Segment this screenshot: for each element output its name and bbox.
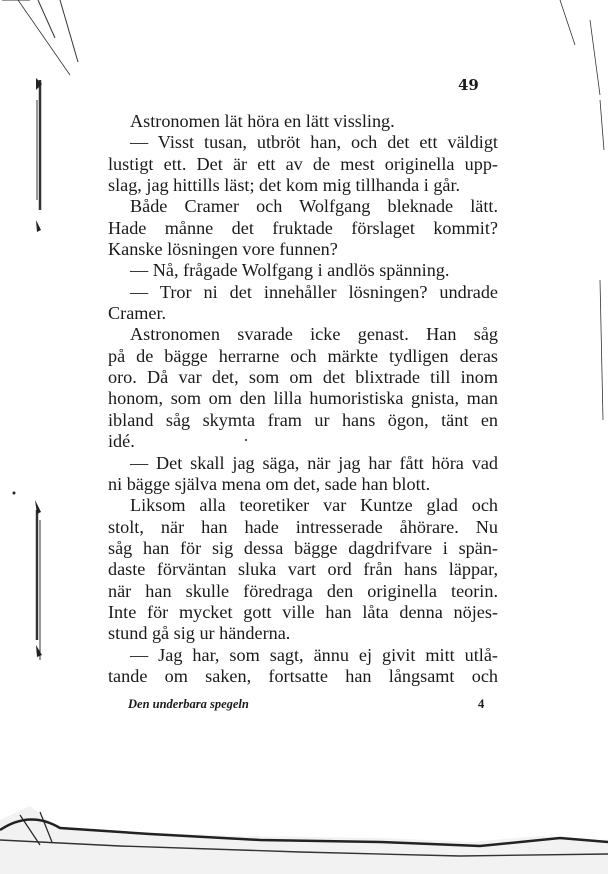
text-line: stund gå sig ur händerna.: [108, 623, 291, 644]
text-line: Kanske lösningen vore funnen?: [108, 239, 338, 260]
text-line: — Nå, frågade Wolfgang i andlös spänning.: [130, 260, 450, 281]
page-number: 49: [458, 76, 479, 94]
text-line: Astronomen svarade icke genast. Han såg: [130, 324, 498, 345]
text-line: idé.: [108, 431, 135, 452]
text-line: tande om saken, fortsatte han långsamt och: [108, 665, 498, 686]
text-line: Astronomen lät höra en lätt vissling.: [130, 111, 395, 131]
text-line: Både Cramer och Wolfgang bleknade lätt.: [130, 196, 498, 217]
text-line: oro. Då var det, som om det blixtrade till inom: [108, 367, 498, 388]
text-line: ni bägge själva mena om det, sade han blott.: [108, 473, 431, 494]
text-line: när han skulle föredraga den originella teorin.: [108, 580, 498, 601]
text-line: daste förväntan sluka vart ord från hans läppar,: [108, 559, 498, 580]
text-line: ibland såg skymta fram ur hans ögon, tänt en: [108, 409, 498, 430]
text-line: — Tror ni det innehåller lösningen? undrade: [130, 281, 498, 302]
text-line: — Jag har, som sagt, ännu ej givit mitt utlå-: [130, 644, 498, 665]
text-line: lustigt ett. Det är ett av de mest originella upp-: [108, 153, 498, 174]
text-line: på de bägge herrarne och märkte tydligen deras: [108, 345, 498, 366]
body-text: [108, 111, 498, 687]
text-line: Liksom alla teoretiker var Kuntze glad och: [130, 495, 498, 516]
text-line: Hade månne det fruktade förslaget kommit?: [108, 217, 498, 238]
text-line: Inte för mycket gott ville han låta denna nöjes-: [108, 601, 498, 622]
text-line: honom, som om den lilla humoristiska gnista, man: [108, 388, 498, 409]
text-line: — Visst tusan, utbröt han, och det ett väldigt: [130, 132, 498, 153]
footer-book-title: Den underbara spegeln: [128, 697, 249, 711]
text-line: — Det skall jag säga, när jag har fått höra vad: [130, 452, 498, 473]
text-line: slag, jag hittills läst; det kom mig tillhanda i går.: [108, 175, 461, 196]
text-line: såg han för sig dessa bägge dagdrifvare i spän-: [108, 537, 498, 558]
text-line: stolt, när han hade intresserade åhörare. Nu: [108, 516, 498, 537]
text-line: Cramer.: [108, 303, 167, 324]
signature-mark: 4: [478, 697, 485, 711]
